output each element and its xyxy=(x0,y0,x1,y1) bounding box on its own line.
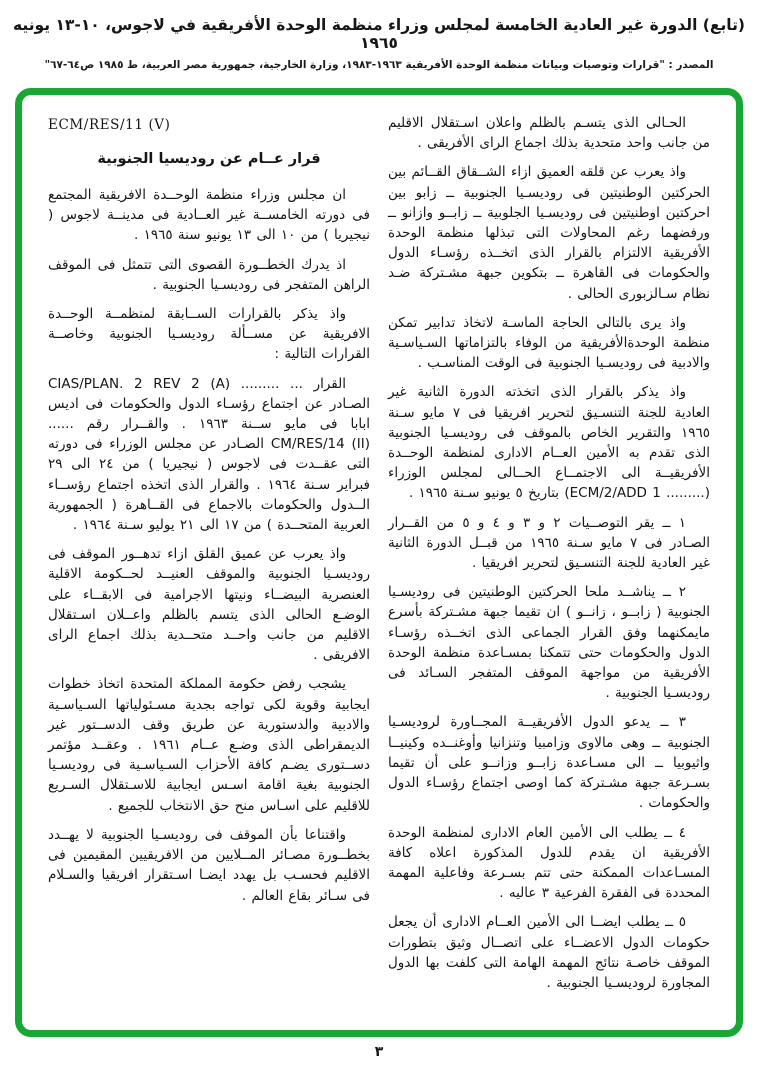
paragraph: واذ يعرب عن عميق القلق ازاء تدهــور الموقف فى روديسـيا الجنوبية والموقف العنيــد لحــكومة الاقلية العنصرية البيضــاء ونيتها الاجرامية فى الابقــاء على الوضـع الحالى الذى يتسم بالظلم واعــلان اسـتقلال الاقليم من جانب واحــد متحــدية بذلك اجماع الراى الافريقى . xyxy=(48,546,370,664)
paragraph: واذ يذكر بالقرارات الســابقة لمنظمــة الوحــدة الافريقية عن مســألة روديسـيا الجنوبية وخاصــة القرارات التالية : xyxy=(48,306,370,363)
paragraph: ٤ ــ يطلب الى الأمين العام الادارى لمنظمة الوحدة الأفريقية ان يقدم للدول المذكورة اعلاه كافة المسـاعدات الممكنة حتى تتم بسـرعة وفاعلية المهمة المحددة فى الفقرة الفرعية ٣ عاليه . xyxy=(388,824,710,902)
paragraph: واذ يعرب عن قلقه العميق ازاء الشــقاق القــائم بين الحركتين الوطنيتين فى روديسـيا الجنوبية ــ زابو بين احركتين اوطنيتين فى روديسـيا الجلوبية ــ زابــو وازانو ــ ورفضهما رغم المحاولات التى تبذلها منظمة الوحدة الأفريقية الالتزام بالقرار الذى اتخــذه رؤسـاء الدول والحكومات فى القاهرة ــ بتكوين جبهة مشـتركة ضـد نظام سـالزبورى الحالى . xyxy=(388,164,710,302)
resolution-title: قرار عــام عن روديسيا الجنوبية xyxy=(97,151,321,167)
paragraph: القرار ... ......... ‎CIAS/PLAN. 2 REV 2 (A)‎ الصـادر عن اجتماع رؤسـاء الدول والحكومات فى اديس ابابا فى مايو ســنة ١٩٦٣ . والقــرار رقم ...... ‎CM/RES/14 (II)‎ الصـادر عن مجلس الوزراء فى دورته التى عقــدت فى لاجوس ( نيجيريا ) من ٢٤ الى ٢٩ فبراير سـنة ١٩٦٤ . والقرار الذى اتخذه اجتماع رؤســاء الــدول والحكومات بالاجماع فى القــاهرة ( الجمهورية العربية المتحــدة ) من ١٧ الى ٢١ يوليو سـنة ١٩٦٤ . xyxy=(48,375,371,534)
document-green-frame xyxy=(15,88,743,1037)
paragraph: ان مجلس وزراء منظمة الوحــدة الافريقية المجتمع فى دورته الخامســة غير العــادية فى مدينــة لاجوس ( نيجيريا ) من ١٠ الى ١٣ يونيو سنة ١٩٦٥ . xyxy=(48,187,370,244)
column-left-paragraphs xyxy=(48,185,370,906)
column-right xyxy=(388,113,710,1020)
two-column-layout xyxy=(48,113,710,1020)
resolution-code: ECM/RES/11 (V) xyxy=(48,117,171,133)
paragraph: ٥ ــ يطلب ايضــا الى الأمين العــام الادارى أن يجعل حكومات الدول الاعضــاء على اتصــال وثيق بتطورات الموقف خاصـة نتائج المهمة الهامة التى كلفت بها الدول المجاورة لروديسـيا الجنوبية . xyxy=(388,914,710,991)
paragraph: ٢ ــ يناشــد ملحا الحركتين الوطنيتين فى روديسـيا الجنوبية ( زابــو ، زانــو ) ان تقيما جبهة مشـتركة بأسرع مايمكنهما وفق القرار الجماعى الذى اتخــذه رؤسـاء الدول والحكومات حتى تتمكنا بمسـاعدة منظمة الوحدة الأفريقية من مواجهة الموقف المتفجر السـائد فى روديسـيا الجنوبية . xyxy=(388,584,710,702)
page-header xyxy=(0,0,758,71)
paragraph: ٣ ــ يدعو الدول الأفريقيــة المجــاورة لروديسـيا الجنوبية ــ وهى مالاوى وزامبيا وتنزانيا وأوغنــده وكينيــا واثيوبيا ــ الى مسـاعدة زابــو وزانــو على أن تقيما بسـرعة جبهة مشـتركة كما اوصى اجتماع رؤسـاء الدول والحكومات . xyxy=(388,714,710,812)
paragraph: واذ يذكر بالقرار الذى اتخذته الدورة الثانية غير العادية للجنة التنسـيق لتحرير افريقيا فى ٧ مايو سـنة ١٩٦٥ والتقرير الخاص بالموقف فى روديسـيا الجنوبية الذى تقدم به الأمين العــام الادارى لمنظمة الوحــدة الأفريقيــة الى الاجتمــاع الحــالى لمجلس الوزراء ‎(ECM/2/ADD 1 .........)‎ بتاريخ ٥ يونيو سـنة ١٩٦٥ . xyxy=(388,384,710,502)
page-number: ٣ xyxy=(374,1044,384,1060)
session-title: (تابع) الدورة غير العادية الخامسة لمجلس وزراء منظمة الوحدة الأفريقية في لاجوس، ١٠-١٣ يونيه ١٩٦٥ xyxy=(12,16,746,52)
paragraph: واقتناعا بأن الموقف فى روديسـيا الجنوبية لا يهــدد بخطــورة مصـائر المــلايين من الافريقيين المقيمين فى الاقليم فحسـب بل يهدد ايضـا اسـتقرار افريقيا والسـلام فى سـائر بقاع العالم . xyxy=(48,826,370,904)
paragraph: ١ ــ يقر التوصــيات ٢ و ٣ و ٤ و ٥ من القــرار الصـادر فى ٧ مايو سـنة ١٩٦٥ من قبــل الدورة الثانية غير العادية للجنة التنسـيق لتحرير افريقيا . xyxy=(388,514,711,572)
source-citation: المصدر : "قرارات وتوصيات وبيانات منظمة الوحدة الأفريقية ١٩٦٣-١٩٨٣، وزارة الخارجية، جمهورية مصر العربية، ط ١٩٨٥ ص٦٤-٦٧" xyxy=(44,59,714,71)
paragraph: الحـالى الذى يتسـم بالظلم واعلان اسـتقلال الاقليم من جانب واحد متحدية بذلك اجماع الراى الأفريقى . xyxy=(388,115,710,152)
paragraph: يشجب رفض حكومة المملكة المتحدة اتخاذ خطوات ايجابية وقوية لكى تواجه بجدية مسـئولياتها السـياسـية والادبية والدستورية عن طريق وقف الدســتور غير الديمقراطى الذى وضـع عــام ١٩٦١ . وعقــد مؤتمر دســتورى يضـم كافة الأحزاب السـياسـية فى روديسـيا الجنوبية بغية اقامة اسـس ايجابية للاسـتقلال السـريع للاقليم على اسـاس منح حق الانتخاب للجميع . xyxy=(48,676,371,814)
paragraph: اذ يدرك الخطــورة القصوى التى تتمثل فى الموقف الراهن المتفجر فى روديسـيا الجنوبية . xyxy=(48,256,370,293)
paragraph: واذ يرى بالتالى الحاجة الماسـة لاتخاذ تدابير تمكن منظمة الوحدةالأفريقية من الوفاء بالتزاماتها السـياسـية والادبية فى روديسـيا الجنوبية فى الوقت المناسـب . xyxy=(388,314,710,372)
column-left xyxy=(48,113,370,1020)
